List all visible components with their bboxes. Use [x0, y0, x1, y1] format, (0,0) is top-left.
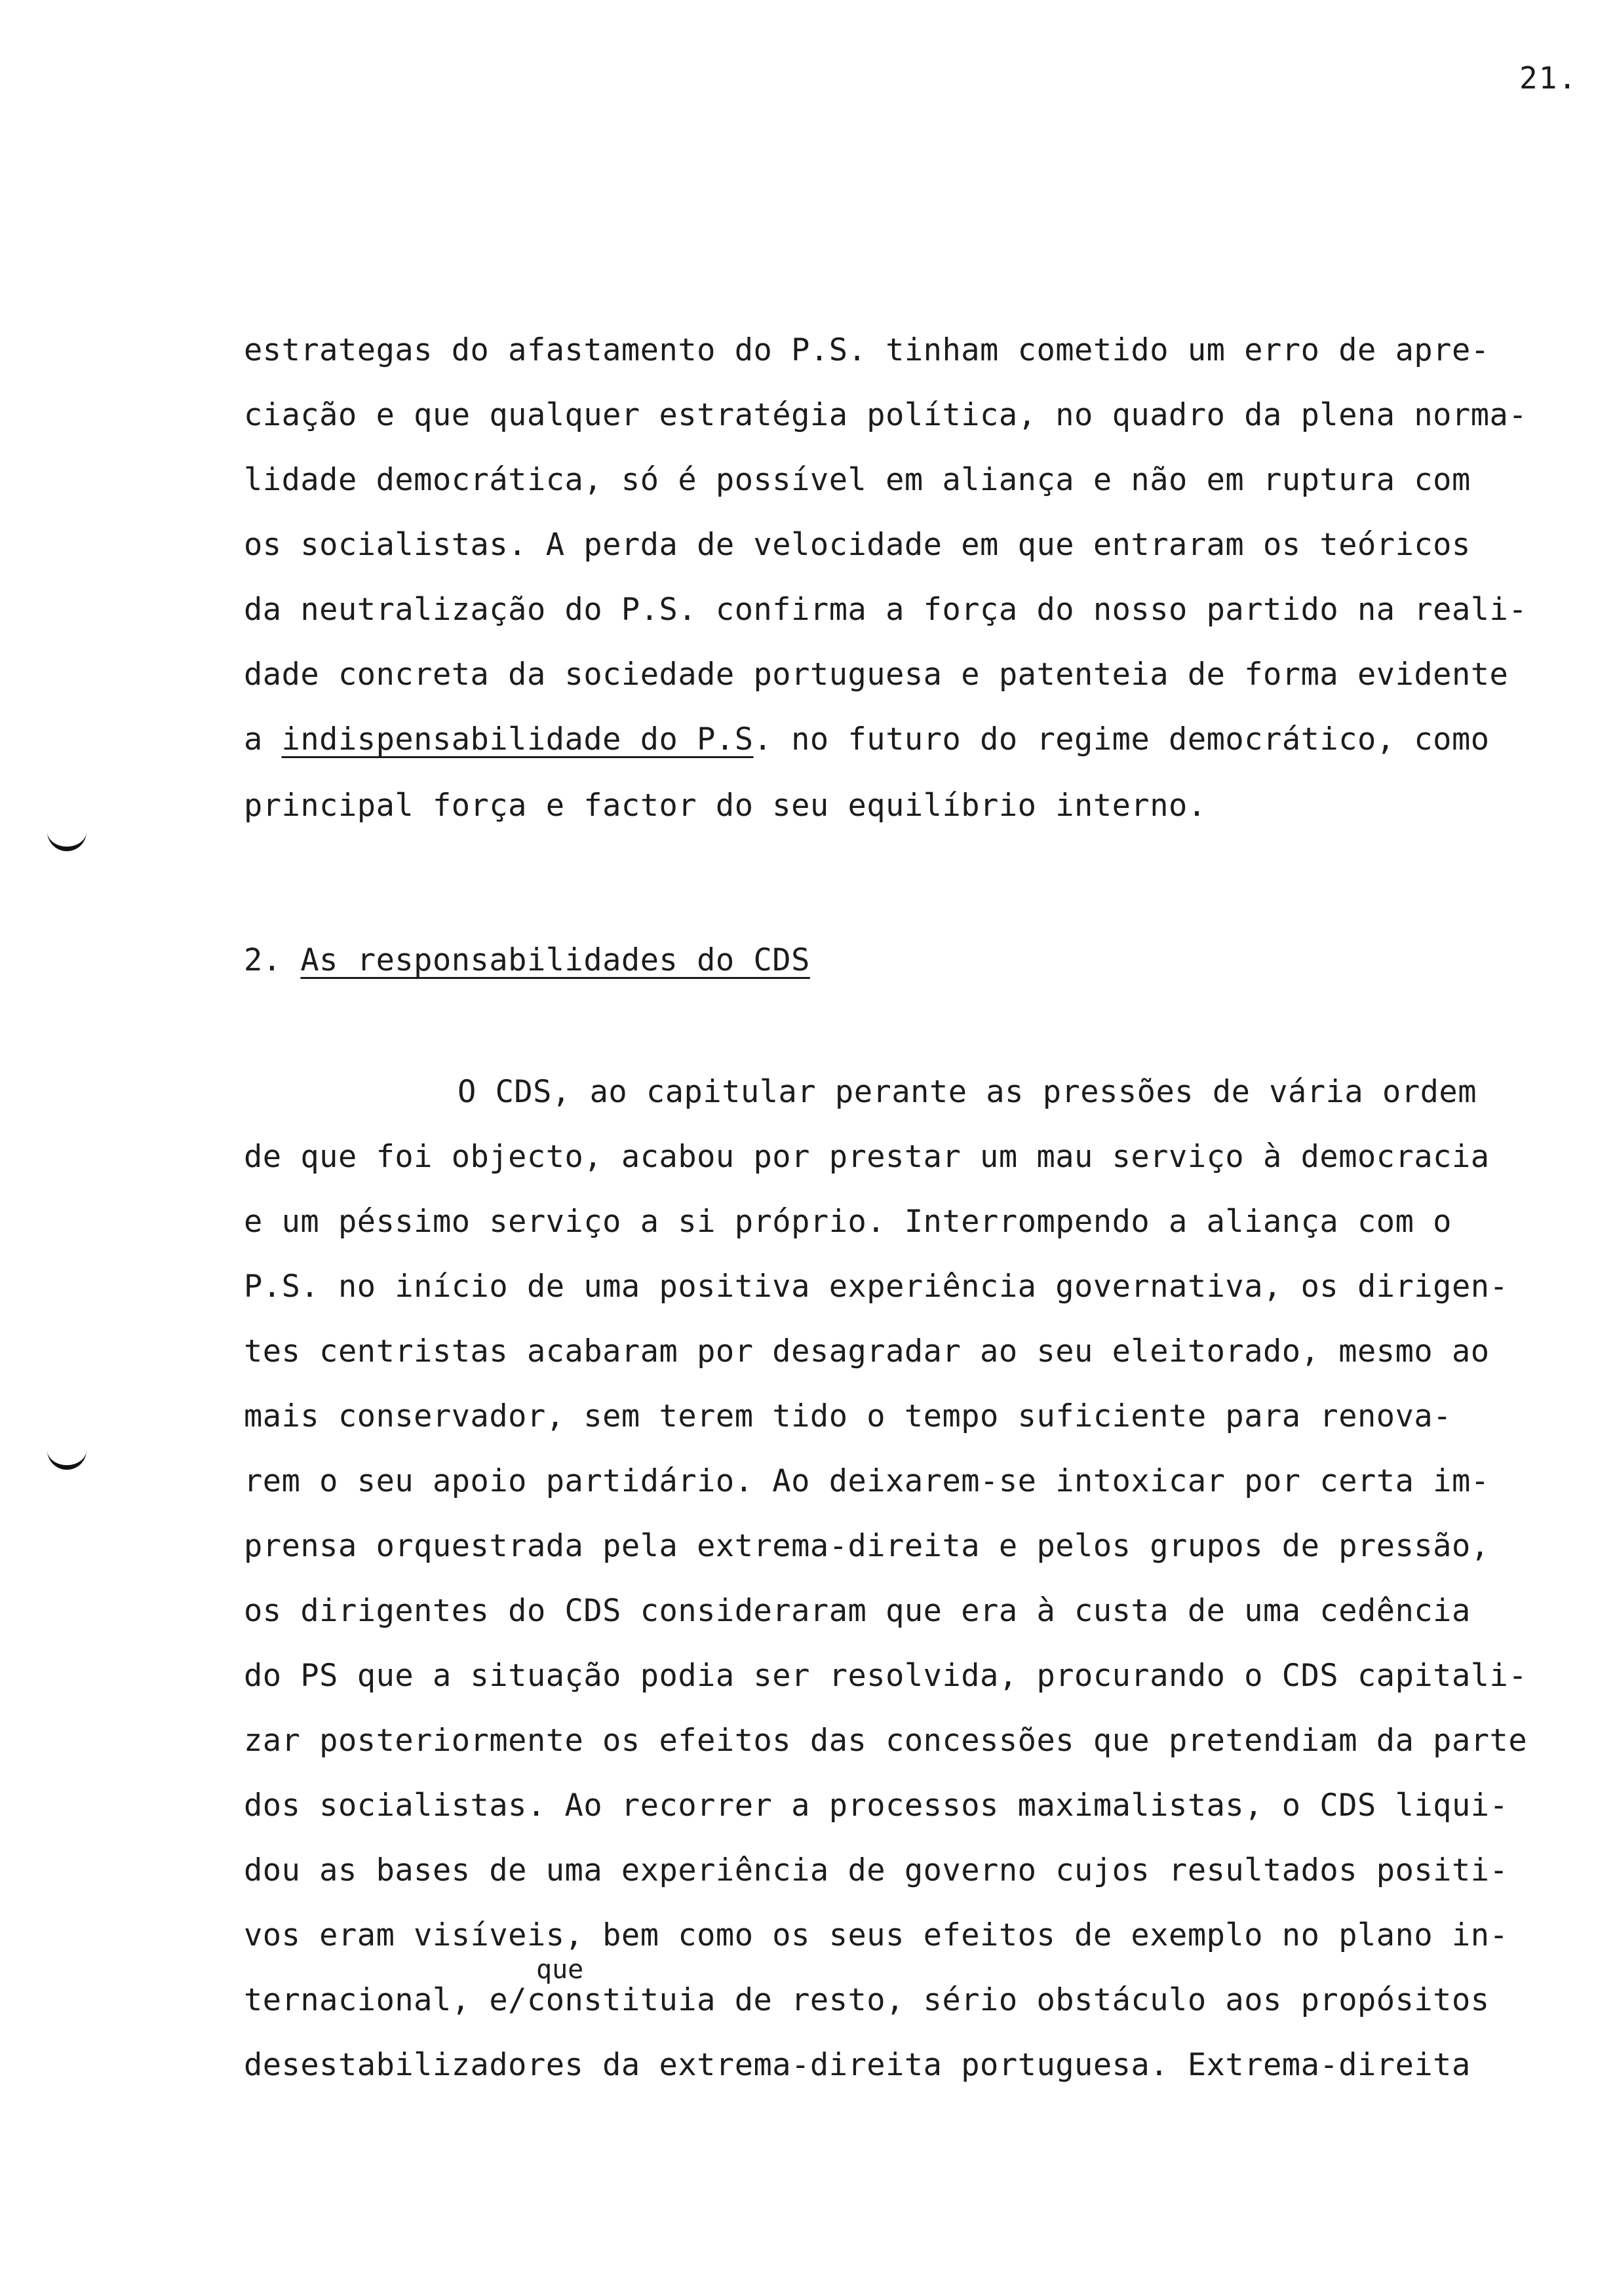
text-fragment: . no futuro do regime democrático, como	[753, 721, 1490, 757]
text-line: dade concreta da sociedade portuguesa e patenteia de forma evidente	[244, 657, 1509, 693]
margin-mark	[47, 827, 87, 851]
section-number: 2.	[244, 942, 301, 978]
text-line: mais conservador, sem terem tido o tempo suficiente para renova-	[244, 1398, 1452, 1434]
handwritten-insertion: que	[536, 1955, 584, 1985]
text-line: da neutralização do P.S. confirma a força do nosso partido na reali-	[244, 592, 1528, 628]
text-line: estrategas do afastamento do P.S. tinham cometido um erro de apre-	[244, 332, 1490, 368]
text-line	[244, 720, 1490, 759]
text-line: do PS que a situação podia ser resolvida, procurando o CDS capitali-	[244, 1658, 1528, 1694]
text-line: os socialistas. A perda de velocidade em que entraram os teóricos	[244, 527, 1471, 563]
text-line: e um péssimo serviço a si próprio. Interrompendo a aliança com o	[244, 1204, 1452, 1240]
section-title: As responsabilidades do CDS	[300, 942, 810, 978]
text-line: principal força e factor do seu equilíbrio interno.	[244, 788, 1207, 824]
text-line: P.S. no início de uma positiva experiência governativa, os dirigen-	[244, 1269, 1509, 1305]
text-line: zar posteriormente os efeitos das concessões que pretendiam da parte	[244, 1723, 1528, 1759]
text-line: de que foi objecto, acabou por prestar um mau serviço à democracia	[244, 1139, 1490, 1175]
text-line: vos eram visíveis, bem como os seus efeitos de exemplo no plano in-	[244, 1917, 1509, 1953]
text-line: O CDS, ao capitular perante as pressões de vária ordem	[457, 1074, 1477, 1110]
text-line: desestabilizadores da extrema-direita portuguesa. Extrema-direita	[244, 2047, 1471, 2083]
page-number: 21.	[1519, 60, 1578, 96]
text-line: tes centristas acabaram por desagradar ao seu eleitorado, mesmo ao	[244, 1333, 1490, 1369]
text-fragment: a	[244, 721, 282, 757]
section-heading	[244, 941, 810, 980]
text-line: rem o seu apoio partidário. Ao deixarem-se intoxicar por certa im-	[244, 1463, 1490, 1499]
text-line: ternacional, e/constituia de resto, sério obstáculo aos propósitos	[244, 1982, 1490, 2018]
text-line: dou as bases de uma experiência de governo cujos resultados positi-	[244, 1852, 1509, 1888]
text-line: prensa orquestrada pela extrema-direita e pelos grupos de pressão,	[244, 1528, 1490, 1564]
text-line: dos socialistas. Ao recorrer a processos maximalistas, o CDS liqui-	[244, 1788, 1509, 1824]
underlined-phrase: indispensabilidade do P.S	[281, 721, 754, 757]
margin-mark	[47, 1445, 87, 1470]
text-line: ciação e que qualquer estratégia política, no quadro da plena norma-	[244, 397, 1528, 433]
text-line: os dirigentes do CDS consideraram que era à custa de uma cedência	[244, 1593, 1471, 1629]
text-line: lidade democrática, só é possível em aliança e não em ruptura com	[244, 462, 1471, 498]
